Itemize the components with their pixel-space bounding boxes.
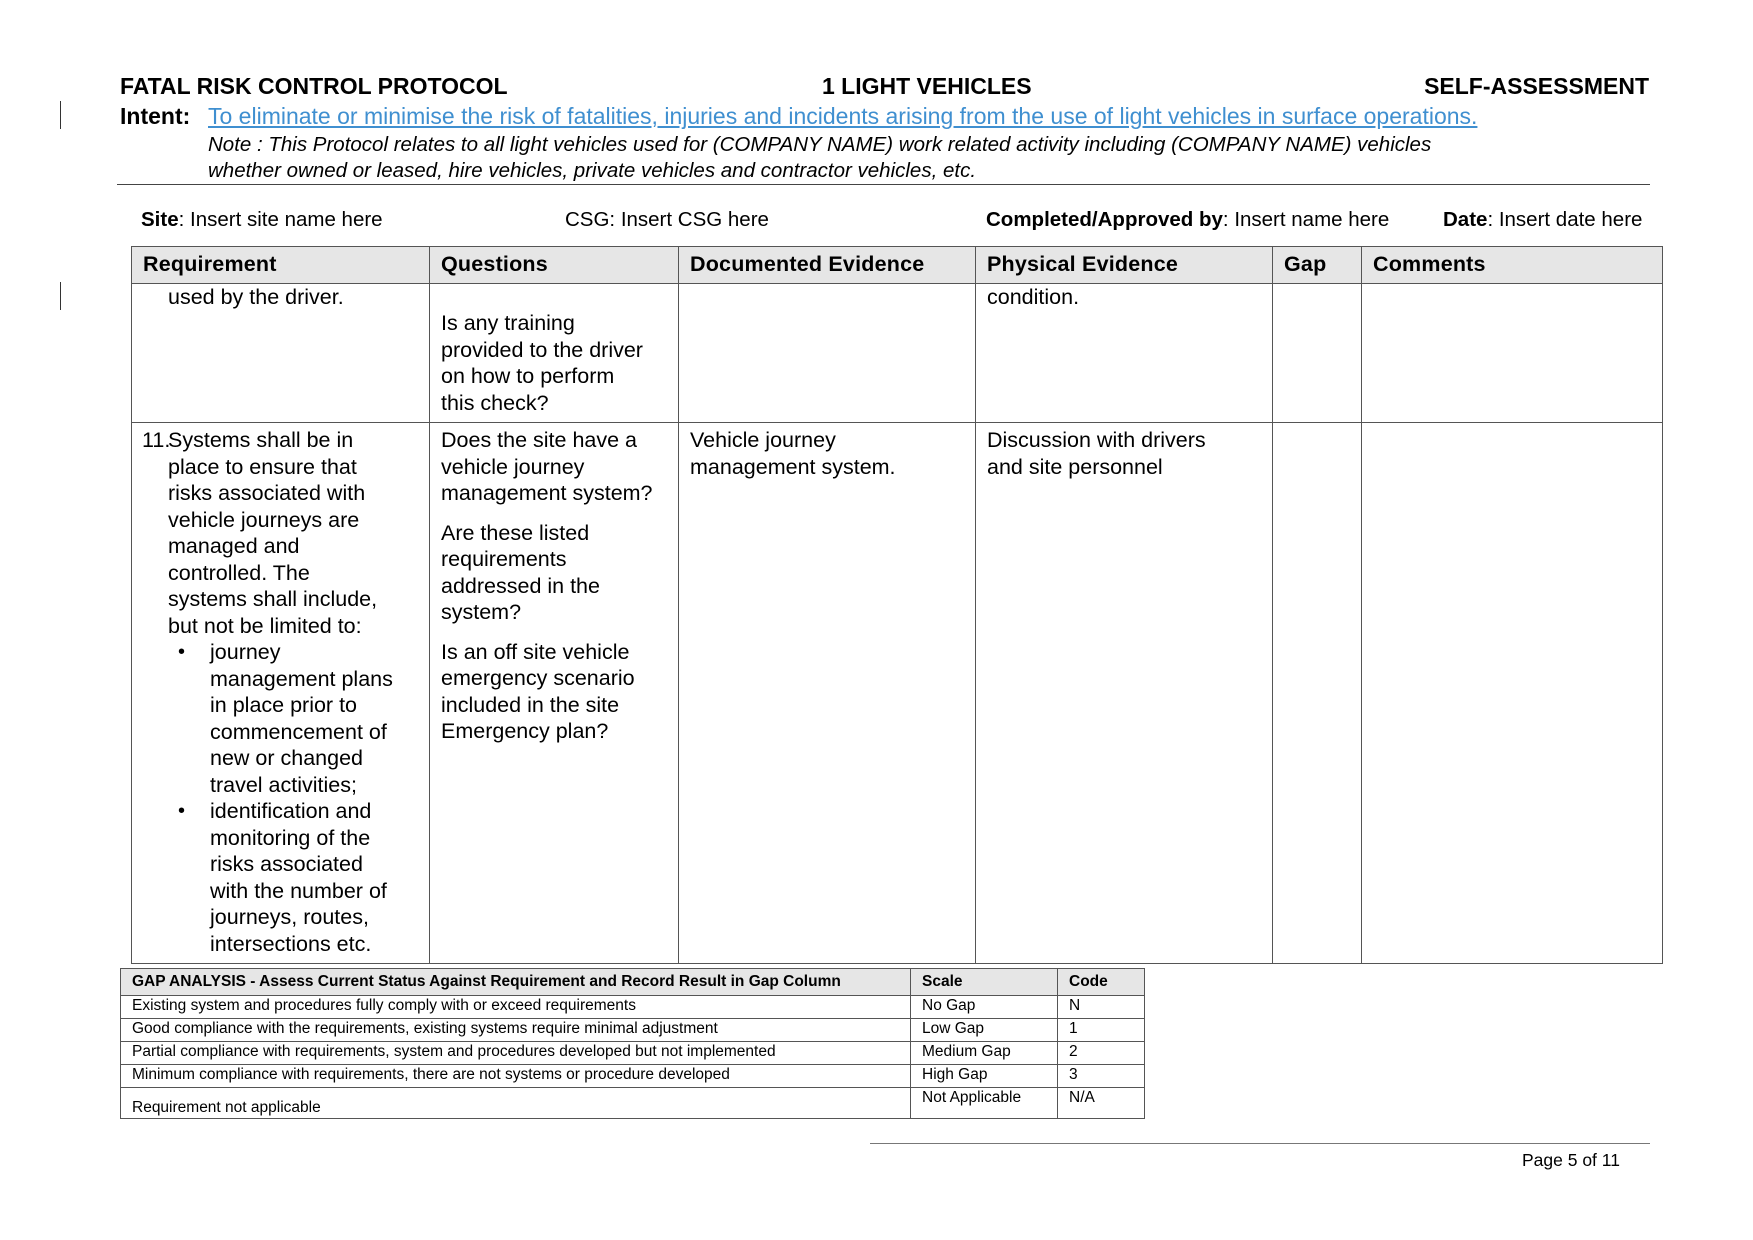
requirement-bullets — [168, 639, 418, 957]
gap-scale: Not Applicable — [911, 1088, 1058, 1119]
bullet-line: new or changed — [210, 746, 363, 770]
bullet-line: intersections etc. — [210, 931, 372, 956]
col-questions: Questions — [430, 247, 679, 284]
table-row — [121, 1019, 1145, 1042]
col-comments: Comments — [1362, 247, 1663, 284]
requirement-cell — [132, 423, 430, 964]
gap-description: Requirement not applicable — [121, 1088, 911, 1119]
requirement-line: Systems shall be in — [168, 428, 354, 452]
gap-code: 2 — [1058, 1042, 1145, 1065]
gap-code: N — [1058, 996, 1145, 1019]
col-physical-evidence: Physical Evidence — [976, 247, 1273, 284]
col-requirement: Requirement — [132, 247, 430, 284]
gap-code: 1 — [1058, 1019, 1145, 1042]
col-gap: Gap — [1273, 247, 1362, 284]
bullet-line: monitoring of the — [210, 825, 371, 850]
requirement-cell — [132, 284, 430, 423]
question-line: provided to the driver — [441, 337, 643, 362]
table-row — [121, 1065, 1145, 1088]
assessment-type: SELF-ASSESSMENT — [1424, 73, 1649, 99]
protocol-title: FATAL RISK CONTROL PROTOCOL — [120, 73, 508, 99]
date-label: Date — [1443, 208, 1488, 231]
requirement-text: used by the driver. — [168, 285, 344, 309]
approved-value[interactable]: : Insert name here — [1222, 208, 1390, 231]
table-row — [132, 423, 1663, 964]
footer-divider — [870, 1143, 1650, 1144]
page-number: Page 5 of 11 — [1522, 1150, 1620, 1170]
date-field — [1443, 208, 1642, 232]
table-row — [132, 284, 1663, 423]
gap-header-row — [121, 969, 1145, 996]
bullet-line: travel activities; — [210, 772, 357, 797]
question-line: Is an off site vehicle — [441, 639, 630, 664]
requirement-line: risks associated with — [168, 481, 366, 505]
requirement-line: systems shall include, — [168, 587, 378, 611]
gap-cell[interactable] — [1273, 284, 1362, 423]
intent-label: Intent: — [120, 103, 191, 129]
bullet-line: journeys, routes, — [210, 905, 369, 929]
question-line: Are these listed — [441, 520, 590, 545]
bullet-line: in place prior to — [210, 693, 357, 717]
physical-evidence-cell[interactable]: condition. — [976, 284, 1273, 423]
list-item — [210, 639, 418, 798]
comments-cell[interactable] — [1362, 284, 1663, 423]
gap-analysis-table — [120, 968, 1145, 1119]
table-header-row — [132, 247, 1663, 284]
question-line: Emergency plan? — [441, 719, 609, 743]
gap-analysis-header: GAP ANALYSIS - Assess Current Status Against Requirement and Record Result in Gap Column — [121, 969, 911, 996]
question-line: vehicle journey — [441, 454, 585, 479]
bullet-line: with the number of — [210, 878, 387, 903]
questions-cell — [430, 284, 679, 423]
gap-description: Minimum compliance with requirements, there are not systems or procedure developed — [121, 1065, 911, 1088]
requirement-line: vehicle journeys are — [168, 507, 360, 532]
gap-scale: Low Gap — [911, 1019, 1058, 1042]
assessment-table — [131, 246, 1663, 964]
note-line: Note : This Protocol relates to all light vehicles used for (COMPANY NAME) work related activity including (COMPANY NAME) vehicles — [208, 133, 1432, 156]
bullet-line: • journey — [210, 640, 281, 664]
gap-description: Good compliance with the requirements, existing systems require minimal adjustment — [121, 1019, 911, 1042]
site-field — [141, 208, 383, 232]
date-value[interactable]: : Insert date here — [1487, 208, 1643, 231]
table-row — [121, 1042, 1145, 1065]
protocol-subject: 1 LIGHT VEHICLES — [822, 73, 1032, 99]
col-documented-evidence: Documented Evidence — [679, 247, 976, 284]
csg-field[interactable]: CSG: Insert CSG here — [565, 208, 769, 231]
bullet-line: risks associated — [210, 852, 363, 876]
documented-evidence-cell[interactable] — [679, 284, 976, 423]
evidence-line: and site personnel — [987, 454, 1163, 479]
requirement-line: but not be limited to: — [168, 613, 362, 638]
gap-scale: Medium Gap — [911, 1042, 1058, 1065]
physical-evidence-cell[interactable] — [976, 423, 1273, 964]
gap-cell[interactable] — [1273, 423, 1362, 964]
bullet-line: • identification and — [210, 799, 372, 823]
question-line: system? — [441, 600, 522, 624]
question-line: addressed in the — [441, 573, 600, 598]
scale-header: Scale — [911, 969, 1058, 996]
question-line: requirements — [441, 547, 567, 571]
comments-cell[interactable] — [1362, 423, 1663, 964]
question-line: on how to perform — [441, 364, 615, 388]
approved-by-field — [986, 208, 1389, 232]
evidence-line: management system. — [690, 454, 896, 479]
evidence-line: Vehicle journey — [690, 428, 836, 452]
site-label: Site — [141, 208, 179, 231]
question-line: Is any training — [441, 311, 575, 335]
bullet-line: commencement of — [210, 719, 387, 744]
approved-label: Completed/Approved by — [986, 208, 1223, 231]
bullet-line: management plans — [210, 666, 393, 691]
gap-scale: High Gap — [911, 1065, 1058, 1088]
gap-description: Partial compliance with requirements, system and procedures developed but not implemented — [121, 1042, 911, 1065]
question-line: management system? — [441, 481, 653, 505]
intent-note — [208, 132, 1628, 184]
evidence-line: Discussion with drivers — [987, 428, 1206, 452]
change-bar — [60, 101, 61, 129]
intent-link[interactable]: To eliminate or minimise the risk of fatalities, injuries and incidents arising from the use of light vehicles in surface operations. — [208, 103, 1478, 129]
requirement-line: place to ensure that — [168, 454, 357, 479]
documented-evidence-cell[interactable] — [679, 423, 976, 964]
site-value[interactable]: : Insert site name here — [178, 208, 383, 231]
questions-cell — [430, 423, 679, 964]
question-line: Does the site have a — [441, 428, 638, 452]
gap-code: N/A — [1058, 1088, 1145, 1119]
requirement-number: 11. — [142, 428, 171, 452]
question-line: emergency scenario — [441, 666, 635, 690]
requirement-line: managed and — [168, 534, 300, 558]
list-item — [210, 798, 418, 957]
code-header: Code — [1058, 969, 1145, 996]
header-divider — [117, 184, 1650, 185]
question-line: included in the site — [441, 692, 620, 717]
requirement-line: controlled. The — [168, 560, 310, 585]
note-line: whether owned or leased, hire vehicles, private vehicles and contractor vehicles, etc. — [208, 159, 977, 182]
question-line: this check? — [441, 390, 549, 415]
gap-code: 3 — [1058, 1065, 1145, 1088]
gap-scale: No Gap — [911, 996, 1058, 1019]
gap-description: Existing system and procedures fully comply with or exceed requirements — [121, 996, 911, 1019]
table-row — [121, 1088, 1145, 1119]
table-row — [121, 996, 1145, 1019]
change-bar — [60, 282, 61, 310]
